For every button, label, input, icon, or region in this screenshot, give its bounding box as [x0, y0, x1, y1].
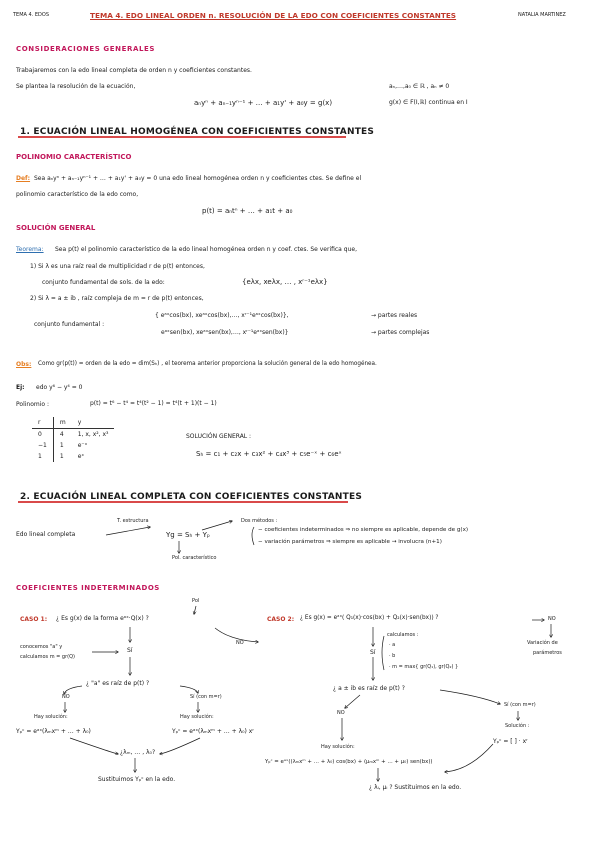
arrow-pol — [194, 606, 196, 614]
general-line-1: Trabajaremos con la edo lineal completa de orden n y coeficientes constantes. — [16, 67, 252, 74]
table-cell: e⁻ˣ — [77, 442, 88, 449]
case-2-no: NO — [548, 616, 556, 622]
case-1-no: NO — [236, 640, 244, 646]
case-1-has-solution-1: Hay solución: — [34, 714, 68, 720]
theorem-case-2-real: { eᵃˣcos(bx), xeᵃˣcos(bx),…, xʳ⁻¹eᵃˣcos(bx)}, — [155, 312, 289, 319]
arrow-to-unknowns-2 — [160, 738, 200, 754]
case-2-particular-2: Yₚᶜ = [ ] · xʳ — [493, 738, 528, 745]
arrow-methods — [202, 521, 232, 530]
definition-text: Sea aₙyⁿ + aₙ₋₁yⁿ⁻¹ + … + a₁y' + a₀y = 0 una edo lineal homogénea orden n y coeficientes ctes. Se define el — [34, 175, 362, 182]
case-2-parameters: parámetros — [533, 650, 562, 656]
case-1-question: ¿ Es g(x) de la forma eᵃˣ·Q(x) ? — [56, 615, 149, 622]
pol-label: Pol — [192, 598, 200, 604]
case-2-compute-b: · b — [389, 653, 396, 659]
general-condition-2: g(x) ∈ F(I,ℝ) continua en I — [389, 99, 468, 106]
subheading-solution: SOLUCIÓN GENERAL — [16, 224, 96, 232]
table-cell: 1 — [32, 451, 53, 462]
case-1-label: CASO 1: — [20, 616, 48, 623]
char-poly-label: Pol. característico — [172, 555, 217, 561]
definition-label: Def: — [16, 175, 31, 182]
header-author: NATALIA MARTINEZ — [518, 12, 566, 18]
case-2-unknowns: ¿ λᵢ, μᵢ ? Sustituimos en la edo. — [369, 784, 462, 791]
table-header: y — [72, 417, 115, 429]
theorem-case-1: 1) Si λ es una raíz real de multiplicidad r de p(t) entonces, — [30, 263, 205, 270]
case-1-substitute: Sustituimos Yₚᶜ en la edo. — [98, 776, 176, 783]
table-cell: 4 — [59, 431, 64, 438]
arrow-root-yes — [180, 686, 198, 693]
case-1-has-solution-2: Hay solución: — [180, 714, 214, 720]
case-1-unknowns: ¿λₘ, … , λ₀? — [120, 749, 156, 756]
case-2-yes: Sí — [370, 649, 376, 656]
case-1-knowns: conocemos "a" y — [20, 644, 63, 650]
case-1-yes: Sí — [127, 647, 133, 654]
case-1-particular-2: Yₚᶜ = eᵃˣ(λₘxᵐ + … + λ₀) xʳ — [172, 728, 254, 735]
method-1: − coeficientes indeterminados ⇒ no siempre es aplicable, depende de g(x) — [258, 527, 469, 533]
arrow-edo — [106, 527, 150, 535]
case-2-compute-a: · a — [389, 642, 396, 648]
theorem-case-2-label: conjunto fundamental : — [34, 321, 105, 328]
arrow-back — [445, 744, 493, 772]
case-2-compute-m: · m = max{ gr(Q₁), gr(Q₂) } — [389, 664, 459, 670]
subheading-coefficients: COEFICIENTES INDETERMINADOS — [16, 584, 160, 592]
general-condition-1: aₙ,…,a₀ ∈ ℝ , aₙ ≠ 0 — [389, 83, 450, 90]
t-estructura-label: T. estructura — [117, 518, 149, 524]
section-heading-1: 1. ECUACIÓN LINEAL HOMOGÉNEA CON COEFICIENTES CONSTANTES — [20, 127, 375, 137]
table-cell: eˣ — [77, 453, 85, 460]
table-header: m — [53, 417, 71, 429]
two-methods-label: Dos métodos : — [241, 518, 278, 524]
table-cell: 0 — [32, 429, 53, 441]
table-header: r — [32, 417, 53, 429]
case-2-particular-1: Yₚᶜ = eᵃˣ((λₘxᵐ + … + λ₀) cos(bx) + (μₘxᵐ + … + μ₀) sen(bx)) — [265, 759, 433, 765]
case-2-root-no: NO — [337, 710, 345, 716]
case-2-compute-label: calculamos : — [387, 632, 419, 638]
subheading-polynomial: POLINOMIO CARACTERÍSTICO — [16, 153, 132, 161]
case-2-root-yes: Sí (con m=r) — [504, 702, 536, 708]
method-2: − variación parámetros ⇒ siempre es aplicable ⇝ involucra (n+1) — [258, 539, 442, 545]
table-cell: 1, x, x², x³ — [77, 431, 109, 438]
arrow-case1-no — [215, 628, 258, 642]
theorem-case-2: 2) Si λ = a ± ib , raíz compleja de m = r de p(t) entonces, — [30, 295, 204, 302]
example-edo: edo y⁶ − y⁴ = 0 — [36, 384, 83, 391]
case-2-question: ¿ Es g(x) = eᵃˣ( Q₁(x)·cos(bx) + Q₂(x)·sen(bx)) ? — [300, 615, 439, 621]
section-heading-2: 2. ECUACIÓN LINEAL COMPLETA CON COEFICIENTES CONSTANTES — [20, 492, 362, 502]
case-1-compute: calculamos m = gr(Q) — [20, 654, 76, 660]
arrow-root-no — [64, 686, 82, 694]
table-cell: −1 — [32, 440, 53, 451]
arrow-root2-no — [345, 695, 360, 708]
general-solution-heading: SOLUCIÓN GENERAL : — [186, 433, 252, 440]
theorem-label: Teorema: — [16, 246, 44, 253]
general-solution-formula: Sₕ = c₁ + c₂x + c₃x² + c₄x³ + c₅e⁻ˣ + c₆eˣ — [196, 450, 342, 458]
example-polynomial: p(t) = t⁶ − t⁴ = t⁴(t² − 1) = t⁴(t + 1)(t − 1) — [90, 400, 217, 407]
general-line-2: Se plantea la resolución de la ecuación, — [16, 83, 136, 90]
example-polynomial-label: Polinomio : — [16, 401, 49, 408]
table-cell: 1 — [59, 453, 64, 460]
case-2-root-question: ¿ a ± ib es raíz de p(t) ? — [333, 685, 405, 692]
complete-solution-formula: Yg = Sₕ + Yₚ — [166, 531, 210, 539]
case-1-root-no: NO — [62, 694, 70, 700]
observation-text: Como gr(p(t)) = orden de la edo = dim(Sₕ) , el teorema anterior proporciona la solución general de la edo homogénea. — [38, 361, 377, 367]
theorem-case-2-complex: eᵃˣsen(bx), xeᵃˣsen(bx),…, xʳ⁻¹eᵃˣsen(bx)} — [161, 329, 289, 336]
theorem-text: Sea p(t) el polinomio característico de la edo lineal homogénea orden n y coef. ctes. Se verifica que, — [55, 246, 357, 253]
example-label: Ej: — [16, 384, 25, 391]
arrow-to-unknowns-1 — [70, 738, 118, 754]
header-left: TEMA 4. EDOS — [13, 12, 50, 18]
definition-text-2: polinomio característico de la edo como, — [16, 191, 139, 198]
theorem-case-1-set-label: conjunto fundamental de sols. de la edo: — [42, 279, 165, 286]
characteristic-polynomial-formula: p(t) = aₙtⁿ + … + a₁t + a₀ — [202, 207, 293, 215]
theorem-case-2-complex-note: → partes complejas — [371, 329, 430, 336]
theorem-case-1-set: {eλx, xeλx, … , xʳ⁻¹eλx} — [242, 278, 328, 286]
case-1-root-yes: Sí (con m=r) — [190, 694, 222, 700]
table-cell: 1 — [59, 442, 64, 449]
page-title: TEMA 4. EDO LINEAL ORDEN n. RESOLUCIÓN DE LA EDO CON COEFICIENTES CONSTANTES — [90, 11, 457, 20]
case-2-solution-label: Solución : — [505, 723, 530, 729]
brace-methods — [252, 527, 254, 545]
case-2-label: CASO 2: — [267, 616, 295, 623]
general-equation: aₙyⁿ + aₙ₋₁yⁿ⁻¹ + … + a₁y' + a₀y = g(x) — [194, 99, 333, 107]
case-1-root-question: ¿ "a" es raíz de p(t) ? — [86, 680, 150, 687]
arrow-root2-yes — [440, 690, 500, 704]
case-2-has-solution: Hay solución: — [321, 744, 355, 750]
section-heading-general: CONSIDERACIONES GENERALES — [16, 45, 156, 53]
edo-complete-label: Edo lineal completa — [16, 531, 76, 538]
case-1-particular-1: Yₚᶜ = eᵃˣ(λₘxᵐ + … + λ₀) — [16, 728, 91, 735]
brace-compute — [382, 636, 384, 670]
theorem-case-2-real-note: → partes reales — [371, 312, 418, 319]
case-2-variation: Variación de — [527, 640, 558, 646]
observation-label: Obs: — [16, 361, 32, 368]
